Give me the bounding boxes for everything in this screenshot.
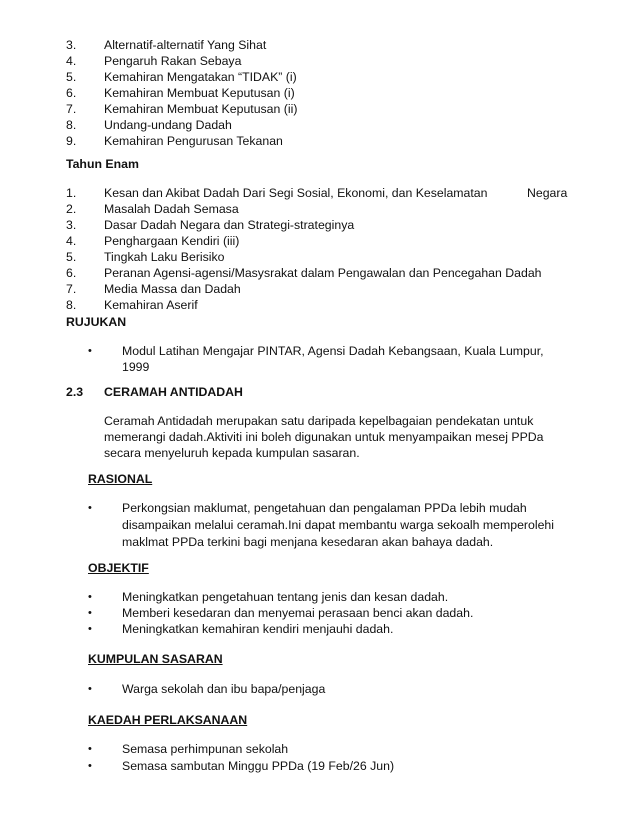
section-title: CERAMAH ANTIDADAH <box>104 385 243 399</box>
bullet-icon: • <box>88 502 92 514</box>
bullet-icon: • <box>88 345 92 357</box>
heading-rasional: RASIONAL <box>88 472 153 486</box>
heading-rujukan: RUJUKAN <box>66 315 127 329</box>
bullet-icon: • <box>88 743 92 755</box>
bullet-icon: • <box>88 591 92 603</box>
section-number: 2.3 <box>66 385 84 399</box>
heading-objektif: OBJEKTIF <box>88 561 149 575</box>
bullet-icon: • <box>88 623 92 635</box>
heading-tahun-enam: Tahun Enam <box>66 157 139 171</box>
list-item-continuation: Negara <box>527 186 568 200</box>
section-paragraph-line: Ceramah Antidadah merupakan satu daripada kepelbagaian pendekatan untuk <box>104 414 534 428</box>
section-paragraph-line: memerangi dadah.Aktiviti ini boleh digunakan untuk menyampaikan mesej PPDa <box>104 430 544 444</box>
bullet-icon: • <box>88 760 92 772</box>
heading-kumpulan-sasaran: KUMPULAN SASARAN <box>88 652 223 666</box>
document-page: 3. Alternatif-alternatif Yang Sihat 4. Pengaruh Rakan Sebaya 5. Kemahiran Mengatakan “TIDAK” (i) 6. Kemahiran Membuat Keputusan (i) 7. Kemahiran Membuat Keputusan (ii) 8. Undang-undang Dadah 9. Kemahiran Pengurusan Tekanan Tahun Enam 1. Kesan dan Akibat Dadah Dari Segi Sosial, Ekonomi, dan Keselamatan Negara 2. Masalah Dadah Semasa 3. Dasar Dadah Negara dan Strategi-strateginya 4. Penghargaan Kendiri (iii) 5. Tingkah Laku Berisiko 6. Peranan Agensi-agensi/Masysrakat dalam Pengawalan dan Pencegahan Dadah 7. Media Massa dan Dadah 8. Kemahiran Aserif RUJUKAN • Modul Latihan Mengajar PINTAR, Agensi Dadah Kebangsaan, Kuala Lumpur, 1999 2.3 CERAMAH ANTIDADAH Ceramah Antidadah merupakan satu daripada kepelbagaian pendekatan untuk memerangi dadah.Aktiviti ini boleh digunakan untuk menyampaikan mesej PPDa secara menyeluruh kepada kumpulan sasaran. RASIONAL • Perkongsian maklumat, pengetahuan dan pengalaman PPDa lebih mudah disampaikan melalui ceramah.Ini dapat membantu warga sekoalh memperolehi maklmat PPDa terkini bagi menjana kesedaran akan bahaya dadah. OBJEKTIF • Meningkatkan pengetahuan tentang jenis dan kesan dadah. • Memberi kesedaran dan menyemai perasaan benci akan dadah. • Meningkatkan kemahiran kendiri menjauhi dadah. KUMPULAN SASARAN • Warga sekolah dan ibu bapa/penjaga KAEDAH PERLAKSANAAN • Semasa perhimpunan sekolah • Semasa sambutan Minggu PPDa (19 Feb/26 Jun) <box>66 38 568 773</box>
heading-kaedah-perlaksanaan: KAEDAH PERLAKSANAAN <box>88 713 248 727</box>
section-paragraph-line: secara menyeluruh kepada kumpulan sasaran. <box>104 446 360 460</box>
bullet-icon: • <box>88 683 92 695</box>
bullet-icon: • <box>88 607 92 619</box>
